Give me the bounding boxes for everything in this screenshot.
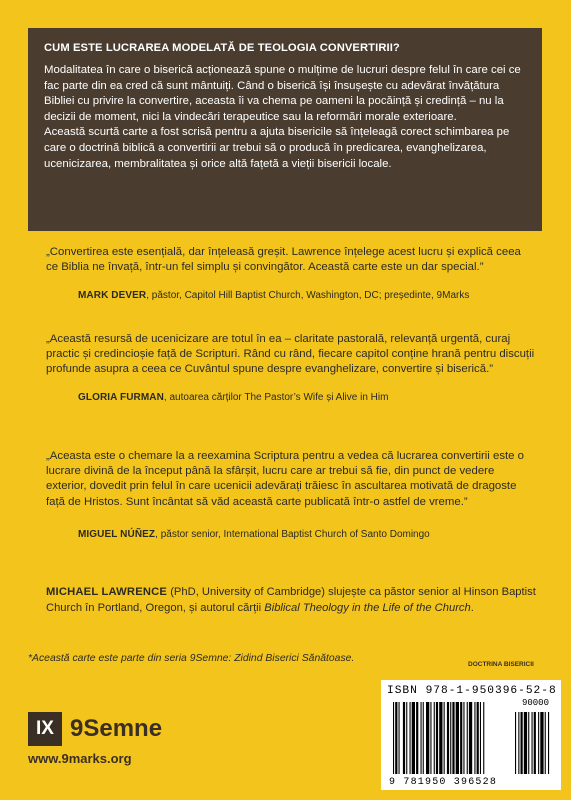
author-bio: MICHAEL LAWRENCE (PhD, University of Cambridge) slujește ca păstor senior al Hinson Baptist Church în Portland, Oregon, și autorul cărții Biblical Theology in the Life of the Church.: [46, 586, 536, 614]
isbn-number: ISBN 978-1-950396-52-8: [387, 685, 557, 697]
publisher-logo: [28, 712, 162, 746]
publisher-url: www.9marks.org: [28, 751, 132, 766]
endorser-role: , păstor, Capitol Hill Baptist Church, Washington, DC; președinte, 9Marks: [146, 290, 470, 301]
publisher-name: 9Semne: [70, 715, 163, 742]
endorsement-quote-2: „Această resursă de ucenicizare are totul în ea – claritate pastorală, relevanță urgentă, curaj practic și credincioșie față de Scripturi. Rând cu rând, fiecare capitol conține hrană pentru discuții profunde asupra a ceea ce Cuvântul spune despre evanghelizare, convertire și biserică.”: [46, 333, 535, 376]
endorser-name: GLORIA FURMAN: [78, 392, 164, 403]
isbn-barcode: [381, 680, 561, 790]
box-paragraph-1: Modalitatea în care o biserică acționează spune o mulțime de lucruri despre felul în care cei ce fac parte din ea cred că sunt mântuiți. Când o biserică își însușește cu adevărat învățătura Bibliei cu privire la convertire, aceasta îi va chema pe oameni la pocăință și credință – nu la decizii de moment, nici la vindecări terapeutice sau la reformări morale exterioare.: [44, 64, 521, 123]
endorser-name: MIGUEL NÚÑEZ: [78, 529, 156, 540]
author-book-title: Biblical Theology in the Life of the Church: [264, 602, 471, 614]
description-box: [28, 28, 542, 231]
series-note: *Această carte este parte din seria 9Semne: Zidind Biserici Sănătoase.: [28, 653, 355, 664]
endorsement-attribution-2: [78, 392, 388, 403]
box-paragraph-2: Această scurtă carte a fost scrisă pentru a ajuta bisericile să înțeleagă corect schimbarea pe care o doctrină biblică a convertirii ar trebui să o producă în predicarea, evanghelizarea, ucenicizarea, membralitatea și orice altă fațetă a vieții bisericii locale.: [44, 126, 510, 170]
endorser-role: , păstor senior, International Baptist Church of Santo Domingo: [155, 529, 430, 540]
barcode-digits: 9 781950 396528: [389, 777, 498, 788]
publisher-logo-mark: IX: [28, 712, 62, 746]
price-code: 90000: [521, 698, 549, 708]
endorsement-quote-3: „Aceasta este o chemare la a reexamina Scriptura pentru a vedea că lucrarea convertirii este o lucrare divină de la început până la sfârșit, lucru care ar trebui să fie, din punct de vedere exterior, dovedit prin felul în care ucenicii adevărați trăiesc în ascultarea motivată de dragoste față de Hristos. Sunt încântat să văd această carte publicată într-o astfel de vreme.”: [46, 450, 525, 508]
barcode-bars-icon: [381, 680, 561, 790]
endorsement-attribution-3: [78, 529, 430, 540]
category-label: DOCTRINA BISERICII: [468, 661, 534, 668]
endorser-role: , autoarea cărților The Pastor’s Wife și Alive in Him: [163, 392, 389, 403]
endorsement-attribution-1: [78, 290, 469, 301]
endorsement-quote-1: „Convertirea este esențială, dar înțeleasă greșit. Lawrence înțelege acest lucru și explică ceea ce Biblia ne învață, într-un fel simplu și convingător. Această carte este un dar special.”: [46, 246, 521, 274]
author-name: MICHAEL LAWRENCE: [46, 586, 168, 598]
endorser-name: MARK DEVER: [78, 290, 147, 301]
box-title: CUM ESTE LUCRAREA MODELATĂ DE TEOLOGIA CONVERTIRII?: [44, 42, 400, 54]
